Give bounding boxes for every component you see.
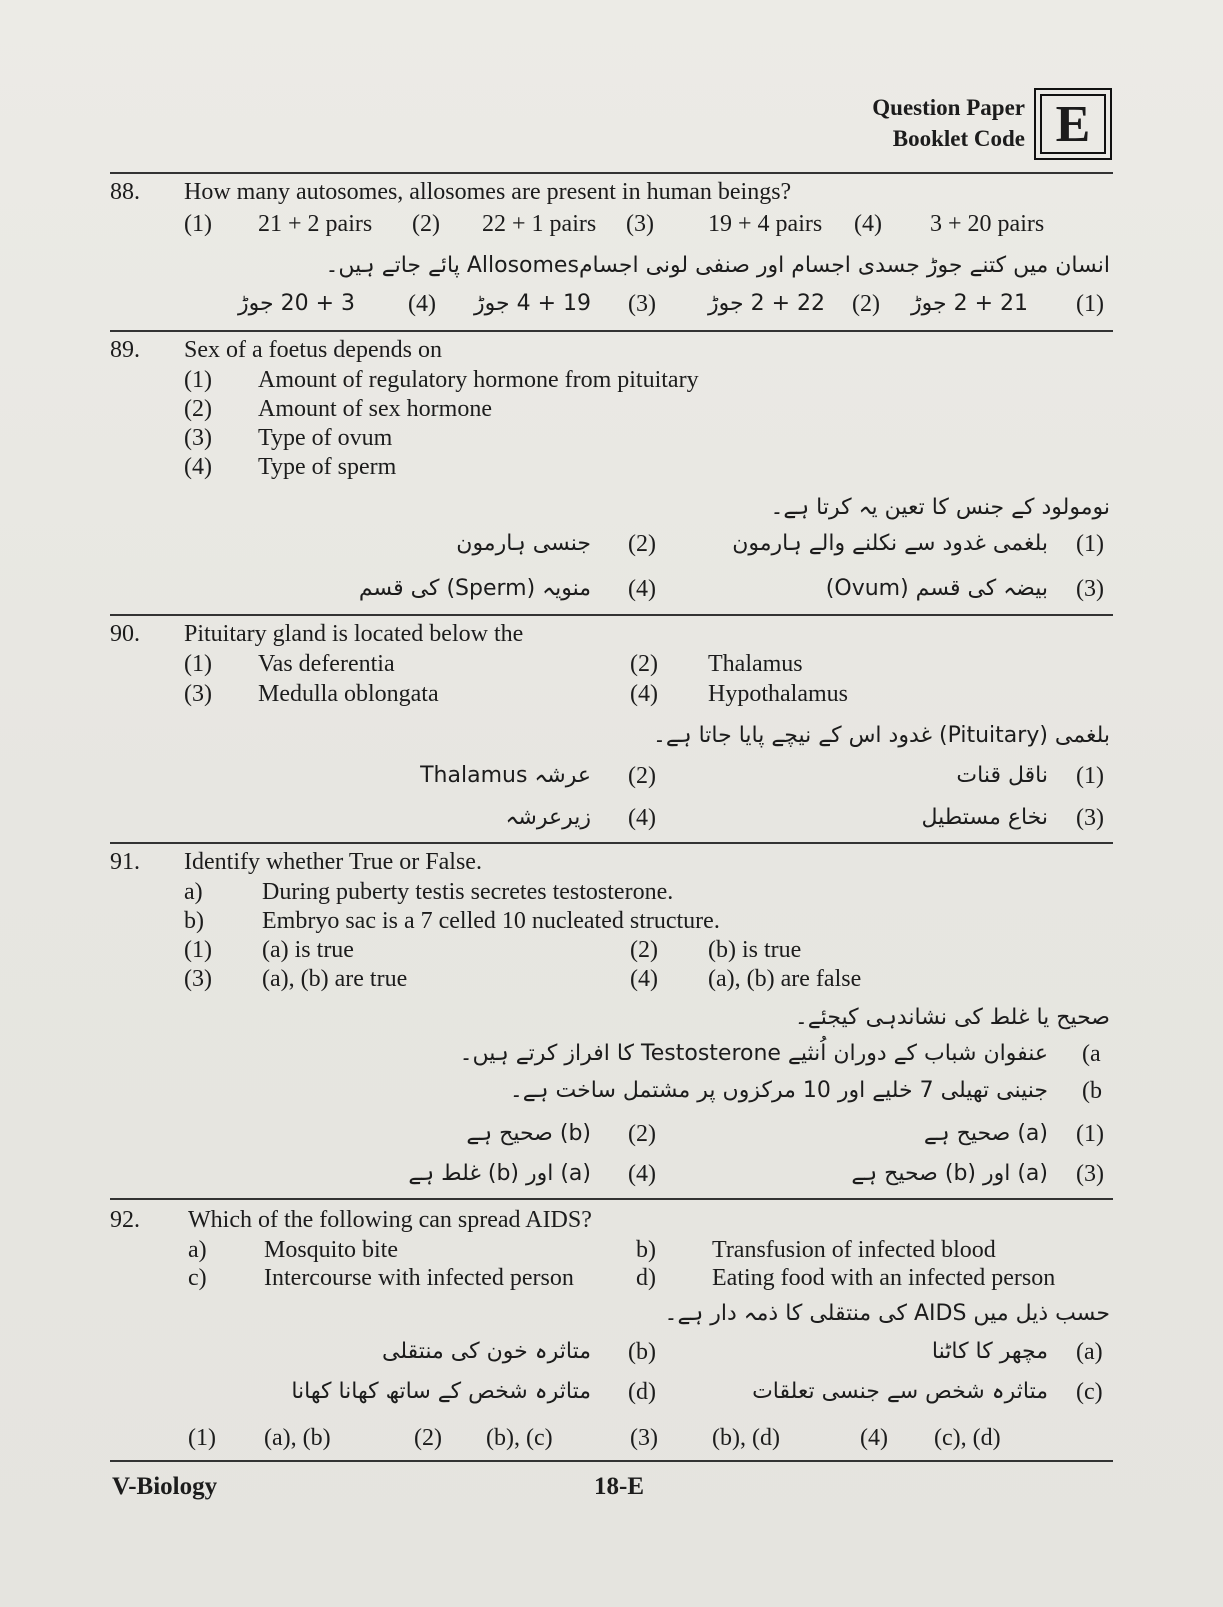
q91-urdu-opt3-num: (3) — [1076, 1161, 1104, 1187]
q90-urdu-opt2-num: (2) — [628, 763, 656, 789]
q90-urdu-opt1-text: ناقل قنات — [956, 763, 1048, 788]
q90-urdu-opt1-num: (1) — [1076, 763, 1104, 789]
q89-opt1-text: Amount of regulatory hormone from pituitary — [258, 367, 699, 393]
q91-urdu-stem: صحیح یا غلط کی نشاندہی کیجئے۔ — [794, 1005, 1110, 1030]
q91-opt4-num: (4) — [630, 966, 658, 992]
q89-urdu-opt4-num: (4) — [628, 576, 656, 602]
q89-opt2-num: (2) — [184, 396, 212, 422]
q90-urdu-stem: بلغمی (Pituitary) غدود اس کے نیچے پایا جاتا ہے۔ — [652, 723, 1110, 748]
q92-stmt-b-text: Transfusion of infected blood — [712, 1237, 996, 1263]
q91-urdu-opt1-text: (a) صحیح ہے — [923, 1121, 1048, 1146]
q88-urdu-opt4-num: (4) — [408, 291, 436, 317]
q89-urdu-opt4-text: منویہ (Sperm) کی قسم — [358, 576, 591, 601]
q89-opt4-num: (4) — [184, 454, 212, 480]
q88-opt4-num: (4) — [854, 211, 882, 237]
q91-opt3-text: (a), (b) are true — [262, 966, 408, 992]
q92-stmt-d-label: d) — [636, 1265, 656, 1291]
divider — [110, 172, 1113, 174]
q91-urdu-opt2-num: (2) — [628, 1121, 656, 1147]
q90-urdu-opt4-text: زیرعرشہ — [505, 805, 591, 830]
q91-stmt-a-text: During puberty testis secretes testosterone. — [262, 879, 674, 905]
q92-stmt-c-label: c) — [188, 1265, 207, 1291]
q92-opt3-num: (3) — [630, 1425, 658, 1451]
q91-stmt-b-label: b) — [184, 908, 204, 934]
q91-opt1-text: (a) is true — [262, 937, 354, 963]
q90-opt2-text: Thalamus — [708, 651, 803, 677]
q88-urdu-opt2-num: (2) — [852, 291, 880, 317]
q89-opt3-text: Type of ovum — [258, 425, 393, 451]
q91-urdu-stmt-a-text: عنفوان شباب کے دوران اُنثیے Testosterone کا افراز کرتے ہیں۔ — [459, 1041, 1048, 1066]
q92-opt2-text: (b), (c) — [486, 1425, 553, 1451]
q88-opt1-text: 21 + 2 pairs — [258, 211, 373, 237]
q89-urdu-opt2-num: (2) — [628, 531, 656, 557]
q92-opt2-num: (2) — [414, 1425, 442, 1451]
q88-urdu-opt3-num: (3) — [628, 291, 656, 317]
q88-urdu-opt1-num: (1) — [1076, 291, 1104, 317]
q92-number: 92. — [110, 1207, 140, 1233]
q91-stmt-b-text: Embryo sac is a 7 celled 10 nucleated structure. — [262, 908, 720, 934]
booklet-code-label — [800, 92, 1025, 154]
q89-stem: Sex of a foetus depends on — [184, 337, 442, 363]
q91-urdu-opt3-text: (a) اور (b) صحیح ہے — [851, 1161, 1048, 1186]
q91-opt4-text: (a), (b) are false — [708, 966, 862, 992]
q88-urdu-opt3-text: 19 + 4 جوڑ — [473, 291, 591, 316]
q92-stmt-a-label: a) — [188, 1237, 207, 1263]
divider — [110, 330, 1113, 332]
q92-urdu-stmt-b-text: متاثرہ خون کی منتقلی — [382, 1339, 591, 1364]
q92-urdu-stmt-a-label: (a) — [1076, 1339, 1103, 1365]
q88-opt4-text: 3 + 20 pairs — [930, 211, 1045, 237]
q88-urdu-stem: انسان میں کتنے جوڑ جسدی اجسام اور صنفی لونی اجسامAllosomes پائے جاتے ہیں۔ — [325, 253, 1110, 278]
q92-urdu-stmt-c-label: (c) — [1076, 1379, 1103, 1405]
q88-stem: How many autosomes, allosomes are present in human beings? — [184, 179, 792, 205]
q91-urdu-stmt-b-label: (b — [1082, 1078, 1102, 1104]
q88-opt3-num: (3) — [626, 211, 654, 237]
q89-urdu-opt3-text: بیضہ کی قسم (Ovum) — [825, 576, 1048, 601]
q92-stem: Which of the following can spread AIDS? — [188, 1207, 592, 1233]
q91-number: 91. — [110, 849, 140, 875]
booklet-code-box — [1034, 88, 1112, 160]
q91-opt2-num: (2) — [630, 937, 658, 963]
q88-opt2-text: 22 + 1 pairs — [482, 211, 597, 237]
q92-urdu-stmt-c-text: متاثرہ شخص سے جنسی تعلقات — [752, 1379, 1048, 1404]
q91-urdu-opt4-num: (4) — [628, 1161, 656, 1187]
q92-urdu-stem: حسب ذیل میں AIDS کی منتقلی کا ذمہ دار ہے۔ — [664, 1301, 1110, 1326]
q88-urdu-opt1-text: 21 + 2 جوڑ — [910, 291, 1028, 316]
q91-opt3-num: (3) — [184, 966, 212, 992]
q91-urdu-opt1-num: (1) — [1076, 1121, 1104, 1147]
q90-number: 90. — [110, 621, 140, 647]
q91-opt1-num: (1) — [184, 937, 212, 963]
q90-stem: Pituitary gland is located below the — [184, 621, 524, 647]
q92-stmt-c-text: Intercourse with infected person — [264, 1265, 574, 1291]
q88-opt3-text: 19 + 4 pairs — [708, 211, 823, 237]
q89-opt2-text: Amount of sex hormone — [258, 396, 492, 422]
footer-subject: V-Biology — [112, 1473, 218, 1500]
q91-urdu-stmt-b-text: جنینی تھیلی 7 خلیے اور 10 مرکزوں پر مشتمل ساخت ہے۔ — [509, 1078, 1048, 1103]
q91-stmt-a-label: a) — [184, 879, 203, 905]
q92-urdu-stmt-a-text: مچھر کا کاٹنا — [931, 1339, 1048, 1364]
q92-urdu-stmt-b-label: (b) — [628, 1339, 656, 1365]
q89-opt3-num: (3) — [184, 425, 212, 451]
q91-urdu-opt2-text: (b) صحیح ہے — [466, 1121, 591, 1146]
q88-urdu-opt4-text: 3 + 20 جوڑ — [237, 291, 355, 316]
q91-opt2-text: (b) is true — [708, 937, 802, 963]
header-line-2: Booklet Code — [892, 126, 1025, 151]
q92-stmt-d-text: Eating food with an infected person — [712, 1265, 1056, 1291]
q89-urdu-opt2-text: جنسی ہارمون — [456, 531, 591, 556]
q90-opt4-text: Hypothalamus — [708, 681, 848, 707]
q89-urdu-opt1-text: بلغمی غدود سے نکلنے والے ہارمون — [732, 531, 1048, 556]
divider — [110, 614, 1113, 616]
q90-opt4-num: (4) — [630, 681, 658, 707]
q89-urdu-opt3-num: (3) — [1076, 576, 1104, 602]
q92-opt4-text: (c), (d) — [934, 1425, 1001, 1451]
q92-opt1-num: (1) — [188, 1425, 216, 1451]
q91-urdu-opt4-text: (a) اور (b) غلط ہے — [408, 1161, 591, 1186]
q92-opt3-text: (b), (d) — [712, 1425, 780, 1451]
q92-urdu-stmt-d-text: متاثرہ شخص کے ساتھ کھانا کھانا — [291, 1379, 591, 1404]
q89-number: 89. — [110, 337, 140, 363]
q92-opt4-num: (4) — [860, 1425, 888, 1451]
footer-page-number: 18-E — [594, 1473, 644, 1500]
q92-stmt-b-label: b) — [636, 1237, 656, 1263]
q91-urdu-stmt-a-label: (a — [1082, 1041, 1101, 1067]
header-line-1: Question Paper — [872, 95, 1025, 120]
q90-urdu-opt3-num: (3) — [1076, 805, 1104, 831]
q92-urdu-stmt-d-label: (d) — [628, 1379, 656, 1405]
q89-urdu-stem: نومولود کے جنس کا تعین یہ کرتا ہے۔ — [770, 495, 1110, 520]
q88-urdu-opt2-text: 22 + 2 جوڑ — [707, 291, 825, 316]
q90-urdu-opt2-text: عرشہ Thalamus — [420, 763, 591, 788]
divider — [110, 842, 1113, 844]
q89-opt1-num: (1) — [184, 367, 212, 393]
q91-stem: Identify whether True or False. — [184, 849, 482, 875]
q88-number: 88. — [110, 179, 140, 205]
q89-opt4-text: Type of sperm — [258, 454, 397, 480]
q89-urdu-opt1-num: (1) — [1076, 531, 1104, 557]
q92-stmt-a-text: Mosquito bite — [264, 1237, 399, 1263]
q88-opt2-num: (2) — [412, 211, 440, 237]
q90-urdu-opt4-num: (4) — [628, 805, 656, 831]
q92-opt1-text: (a), (b) — [264, 1425, 331, 1451]
divider — [110, 1460, 1113, 1462]
q88-opt1-num: (1) — [184, 211, 212, 237]
divider — [110, 1198, 1113, 1200]
q90-urdu-opt3-text: نخاع مستطیل — [921, 805, 1048, 830]
booklet-code: E — [1040, 94, 1106, 154]
q90-opt3-text: Medulla oblongata — [258, 681, 439, 707]
q90-opt1-num: (1) — [184, 651, 212, 677]
q90-opt3-num: (3) — [184, 681, 212, 707]
q90-opt2-num: (2) — [630, 651, 658, 677]
q90-opt1-text: Vas deferentia — [258, 651, 395, 677]
